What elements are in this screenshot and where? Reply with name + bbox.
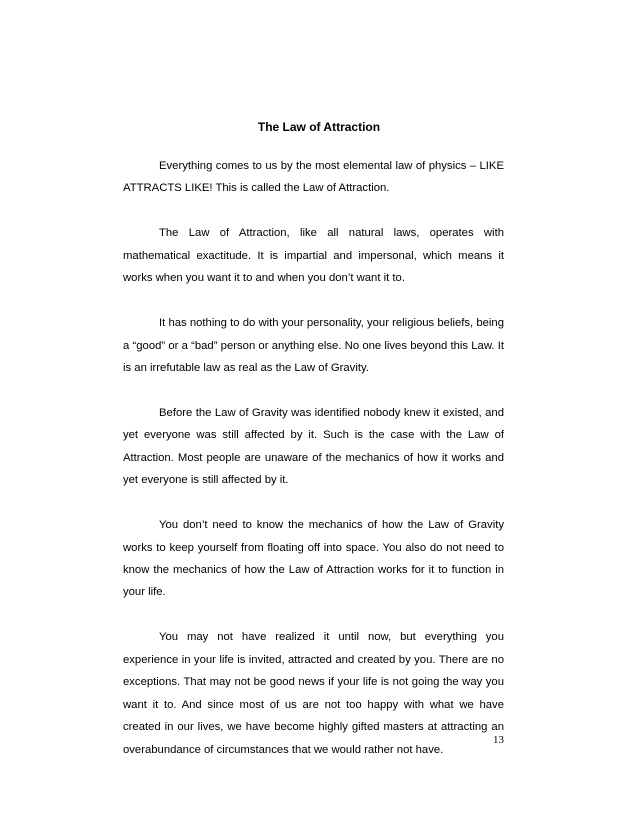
paragraph-5: You don’t need to know the mechanics of how the Law of Gravity works to keep yourself from floating off into space. You also do not need to know the mechanics of how the Law of Attraction works for it to function in your life.	[123, 519, 504, 599]
paragraph-4: Before the Law of Gravity was identified nobody knew it existed, and yet everyone was still affected by it. Such is the case with the Law of Attraction. Most people are unaware of the mechanics of how it works and yet everyone is still affected by it.	[123, 407, 504, 487]
paragraph-1: Everything comes to us by the most elemental law of physics – LIKE ATTRACTS LIKE! This is called the Law of Attraction.	[123, 160, 504, 195]
paragraph-6: You may not have realized it until now, but everything you experience in your life is invited, attracted and created by you. There are no exceptions. That may not be good news if your life is not going the way you want it to. And since most of us are not too happy with what we have created in our lives, we have become highly gifted masters at attracting an overabundance of circumstances that we would rather not have.	[123, 631, 504, 756]
page-number: 13	[493, 734, 504, 746]
body-text	[123, 155, 504, 784]
paragraph-2: The Law of Attraction, like all natural laws, operates with mathematical exactitude. It is impartial and impersonal, which means it works when you want it to and when you don’t want it to.	[123, 227, 504, 285]
paragraph-3: It has nothing to do with your personality, your religious beliefs, being a “good” or a “bad” person or anything else. No one lives beyond this Law. It is an irrefutable law as real as the Law of Gravity.	[123, 317, 504, 375]
page-title: The Law of Attraction	[257, 120, 381, 134]
